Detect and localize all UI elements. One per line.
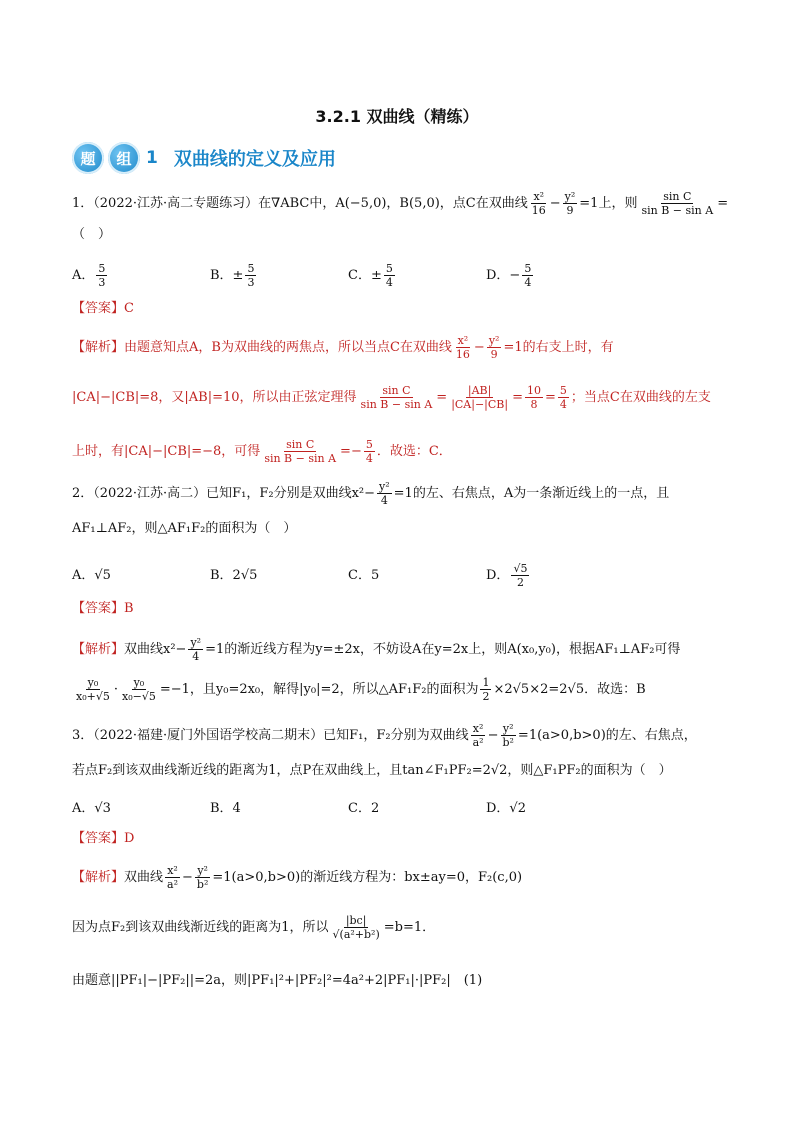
option-a[interactable]: A．√5	[72, 568, 111, 583]
q3-options	[72, 798, 624, 820]
q2-options	[72, 562, 624, 589]
option-c[interactable]: C．5	[348, 568, 380, 583]
option-c[interactable]: C．2	[348, 801, 380, 816]
q3-analysis-2: 因为点F₂到该双曲线渐近线的距离为1，所以 $\frac{|bc|}{\text{√(a²+b²)}}$ =b=1．	[72, 914, 436, 941]
option-d[interactable]: D． $\frac{√5}{2}$	[486, 562, 528, 589]
option-a[interactable]: A． $\frac{5}{3}$	[72, 262, 106, 289]
fraction: $\frac{\text{y²}}{9}$	[564, 190, 576, 217]
fraction: $\frac{\text{x²}}{16}$	[531, 190, 546, 217]
q3-stem-2: 若点F₂到该双曲线渐近线的距离为1，点P在双曲线上，且tan∠F₁PF₂=2√2，则△F₁PF₂的面积为（ ）	[72, 763, 672, 778]
q1-analysis-1: 【解析】由题意知点A，B为双曲线的两焦点，所以当点C在双曲线 $\frac{\text{x²}}{16}$ − $\frac{\text{y²}}{9}$ =1的右支上时，有	[72, 334, 614, 361]
q1-answer: 【答案】C	[72, 301, 134, 316]
q2-stem-2: AF₁⊥AF₂，则△AF₁F₂的面积为（ ）	[72, 521, 297, 536]
q1-options	[72, 262, 624, 289]
option-a[interactable]: A．√3	[72, 801, 111, 816]
section-header	[72, 140, 336, 176]
q1-analysis-3: 上时，有|CA|−|CB|=−8，可得 $\frac{\text{sin C}}{\text{sin B − sin A}}$ =− $\frac{5}{4}$ ．故选：C．	[72, 438, 452, 465]
q2-analysis-2: $\frac{\text{y₀}}{\text{x₀+√5}}$ · $\frac{\text{y₀}}{\text{x₀−√5}}$ =−1，且y₀=2x₀，解得|y₀|=2，所以△AF₁F₂的面积为 $\frac{1}{2}$ ×2√5×2=2√5．故选：B	[76, 676, 646, 703]
q3-answer: 【答案】D	[72, 831, 135, 846]
q2-stem-1: 2．（2022·江苏·高二）已知F₁，F₂分别是双曲线x²− $\frac{\text{y²}}{4}$ =1的左、右焦点，A为一条渐近线上的一点，且	[72, 480, 670, 507]
q1-paren: （ ）	[72, 227, 112, 242]
option-d[interactable]: D．− $\frac{5}{4}$	[486, 262, 532, 289]
group-badge-zu: 组	[108, 142, 140, 174]
q2-answer: 【答案】B	[72, 601, 134, 616]
q3-stem-1: 3．（2022·福建·厦门外国语学校高二期末）已知F₁，F₂分别为双曲线 $\frac{\text{x²}}{\text{a²}}$ − $\frac{\text{y²}}{\text{b²}}$ =1(a>0,b>0)的左、右焦点，	[72, 722, 697, 749]
page-title: 3.2.1 双曲线（精练）	[315, 107, 479, 126]
option-b[interactable]: B．± $\frac{5}{3}$	[210, 262, 255, 289]
option-d[interactable]: D．√2	[486, 801, 526, 816]
q2-analysis-1: 【解析】双曲线x²− $\frac{\text{y²}}{4}$ =1的渐近线方程为y=±2x，不妨设A在y=2x上，则A(x₀,y₀)，根据AF₁⊥AF₂可得	[72, 636, 681, 663]
fraction: $\frac{\text{sin C}}{\text{sin B − sin A}}$	[641, 190, 714, 217]
option-c[interactable]: C．± $\frac{5}{4}$	[348, 262, 393, 289]
group-badge-ti: 题	[72, 142, 104, 174]
q1-analysis-2: |CA|−|CB|=8，又|AB|=10，所以由正弦定理得 $\frac{\text{sin C}}{\text{sin B − sin A}}$ = $\frac{|AB|}{|CA|-|CB|}$ = $\frac{10}{8}$ = $\frac{5}{4}$ ；当点C在双曲线的左支	[72, 384, 711, 411]
q3-analysis-3: 由题意||PF₁|−|PF₂||=2a，则|PF₁|²+|PF₂|²=4a²+2|PF₁|·|PF₂| (1)	[72, 973, 483, 988]
option-b[interactable]: B．2√5	[210, 568, 258, 583]
q1-stem: 1．（2022·江苏·高二专题练习）在∇ABC中，A(−5,0)，B(5,0)，点C在双曲线 $\frac{\text{x²}}{16}$ − $\frac{\text{y²}}{9}$ =1上，则 $\frac{\text{sin C}}{\text{sin B − sin A}}$ =	[72, 190, 729, 217]
section-heading: 双曲线的定义及应用	[173, 149, 336, 170]
section-number: 1	[146, 148, 158, 168]
option-b[interactable]: B．4	[210, 801, 241, 816]
q3-analysis-1: 【解析】双曲线 $\frac{\text{x²}}{\text{a²}}$ − $\frac{\text{y²}}{\text{b²}}$ =1(a>0,b>0)的渐近线方程为：bx±ay=0，F₂(c,0)	[72, 864, 523, 891]
